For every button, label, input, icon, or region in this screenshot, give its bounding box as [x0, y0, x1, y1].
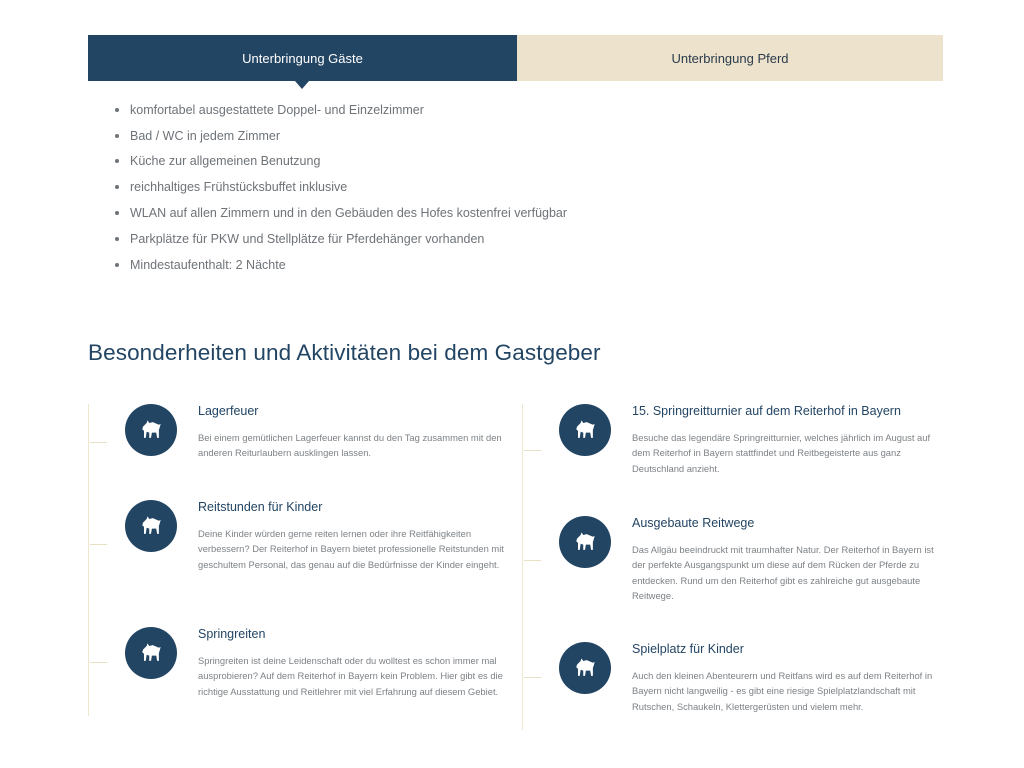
list-item-text: komfortabel ausgestattete Doppel- und Einzelzimmer [130, 102, 424, 117]
activity-description: Besuche das legendäre Springreitturnier, welches jährlich im August auf dem Reiterhof in Bayern stattfindet und Reitbegeisterte aus ganz Deutschland anzieht. [632, 432, 931, 474]
activity-title: Lagerfeuer [198, 404, 259, 418]
activity-description: Das Allgäu beeindruckt mit traumhafter Natur. Der Reiterhof in Bayern ist der perfekte Ausgangspunkt um diese auf dem Rücken der Pferde zu entdecken. Rund um den Reiterhof gibt es zahlreiche gut ausgebaute Reitwege. [632, 544, 934, 602]
section-heading: Besonderheiten und Aktivitäten bei dem Gastgeber [88, 340, 601, 365]
list-item [115, 252, 567, 278]
list-item [115, 97, 567, 123]
activities-column-right [522, 404, 942, 730]
bullet-icon [115, 159, 119, 163]
activity-description: Bei einem gemütlichen Lagerfeuer kannst du den Tag zusammen mit den anderen Reiturlaubern ausklingen lassen. [198, 432, 502, 459]
amenities-list [115, 97, 567, 278]
list-item-text: Küche zur allgemeinen Benutzung [130, 154, 321, 169]
bullet-icon [115, 134, 119, 138]
timeline-tick [90, 662, 107, 663]
timeline-line [88, 404, 89, 716]
activity-title: Reitstunden für Kinder [198, 500, 323, 514]
bullet-icon [115, 237, 119, 241]
activity-title: Spielplatz für Kinder [632, 642, 744, 656]
activity-description: Deine Kinder würden gerne reiten lernen oder ihre Reitfähigkeiten verbessern? Der Reiterhof in Bayern bietet professionelle Reitstunden mit geschultem Personal, das genau auf die Bedürfnisse der Kinder eingeht. [198, 528, 504, 570]
list-item-text: WLAN auf allen Zimmern und in den Gebäuden des Hofes kostenfrei verfügbar [130, 206, 568, 221]
activity-title: Springreiten [198, 627, 266, 641]
bullet-icon [115, 108, 119, 112]
list-item [115, 174, 567, 200]
horse-icon [559, 516, 611, 568]
activity-description: Springreiten ist deine Leidenschaft oder du wolltest es schon immer mal ausprobieren? Auf dem Reiterhof in Bayern kein Problem. Hier gibt es die richtige Ausstattung und Reitlehrer mit viel Erfahrung auf diesem Gebiet. [198, 655, 503, 697]
activity-title: 15. Springreitturnier auf dem Reiterhof in Bayern [632, 404, 901, 418]
activities-column-left [88, 404, 508, 716]
horse-icon [559, 642, 611, 694]
accommodation-tabs [88, 35, 943, 81]
timeline-tick [90, 544, 107, 545]
activity-title: Ausgebaute Reitwege [632, 516, 755, 530]
list-item-text: Mindestaufenthalt: 2 Nächte [130, 257, 286, 272]
list-item [115, 149, 567, 175]
bullet-icon [115, 263, 119, 267]
activity-description: Auch den kleinen Abenteurern und Reitfans wird es auf dem Reiterhof in Bayern nicht langweilig - es gibt eine riesige Spielplatzlandschaft mit Rutschen, Schaukeln, Klettergerüsten und vielem mehr. [632, 670, 933, 712]
bullet-icon [115, 185, 119, 189]
list-item [115, 123, 567, 149]
horse-icon [125, 404, 177, 456]
list-item-text: Parkplätze für PKW und Stellplätze für Pferdehänger vorhanden [130, 231, 485, 246]
horse-icon [125, 627, 177, 679]
timeline-tick [524, 560, 541, 561]
tab-unterbringung-gaeste[interactable]: Unterbringung Gäste [88, 35, 517, 81]
timeline-tick [90, 442, 107, 443]
list-item-text: reichhaltiges Frühstücksbuffet inklusive [130, 180, 348, 195]
bullet-icon [115, 211, 119, 215]
list-item-text: Bad / WC in jedem Zimmer [130, 128, 281, 143]
tab-unterbringung-pferd[interactable]: Unterbringung Pferd [517, 35, 943, 81]
list-item [115, 200, 567, 226]
horse-icon [125, 500, 177, 552]
horse-icon [559, 404, 611, 456]
timeline-line [522, 404, 523, 730]
timeline-tick [524, 450, 541, 451]
timeline-tick [524, 677, 541, 678]
list-item [115, 226, 567, 252]
